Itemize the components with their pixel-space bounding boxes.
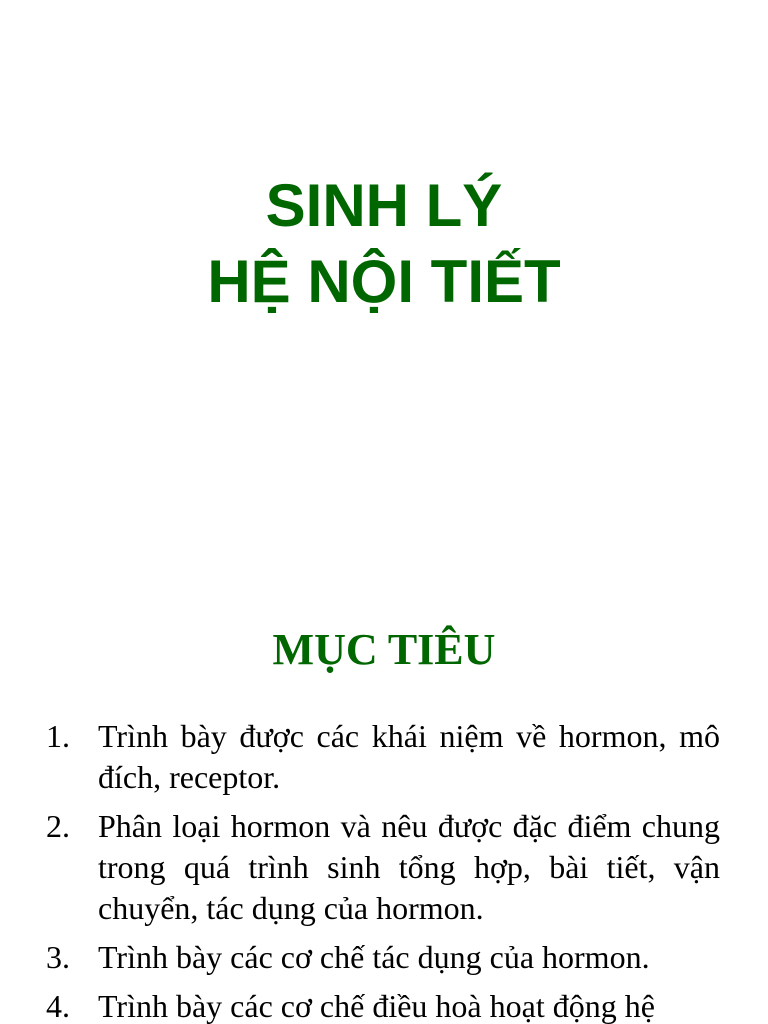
objective-item-4 [46,986,720,1024]
document-title [0,168,768,320]
objective-number: 3. [46,939,70,975]
objective-text: Trình bày các cơ chế tác dụng của hormon. [98,939,650,975]
objective-number: 4. [46,988,70,1024]
objective-text: Trình bày được các khái niệm về hormon, mô đích, receptor. [98,718,720,795]
objective-number: 2. [46,808,70,844]
title-line-2: HỆ NỘI TIẾT [207,248,561,315]
objective-text: Phân loại hormon và nêu được đặc điểm chung trong quá trình sinh tổng hợp, bài tiết, vận chuyển, tác dụng của hormon. [98,808,720,926]
objective-text: Trình bày các cơ chế điều hoà hoạt động hệ [98,988,655,1024]
section-heading-objectives: MỤC TIÊU [272,625,496,674]
objectives-list [46,716,720,1024]
title-line-1: SINH LÝ [265,172,503,239]
objective-item-1 [46,716,720,798]
objective-item-2 [46,806,720,929]
objective-item-3 [46,937,720,978]
objective-number: 1. [46,718,70,754]
